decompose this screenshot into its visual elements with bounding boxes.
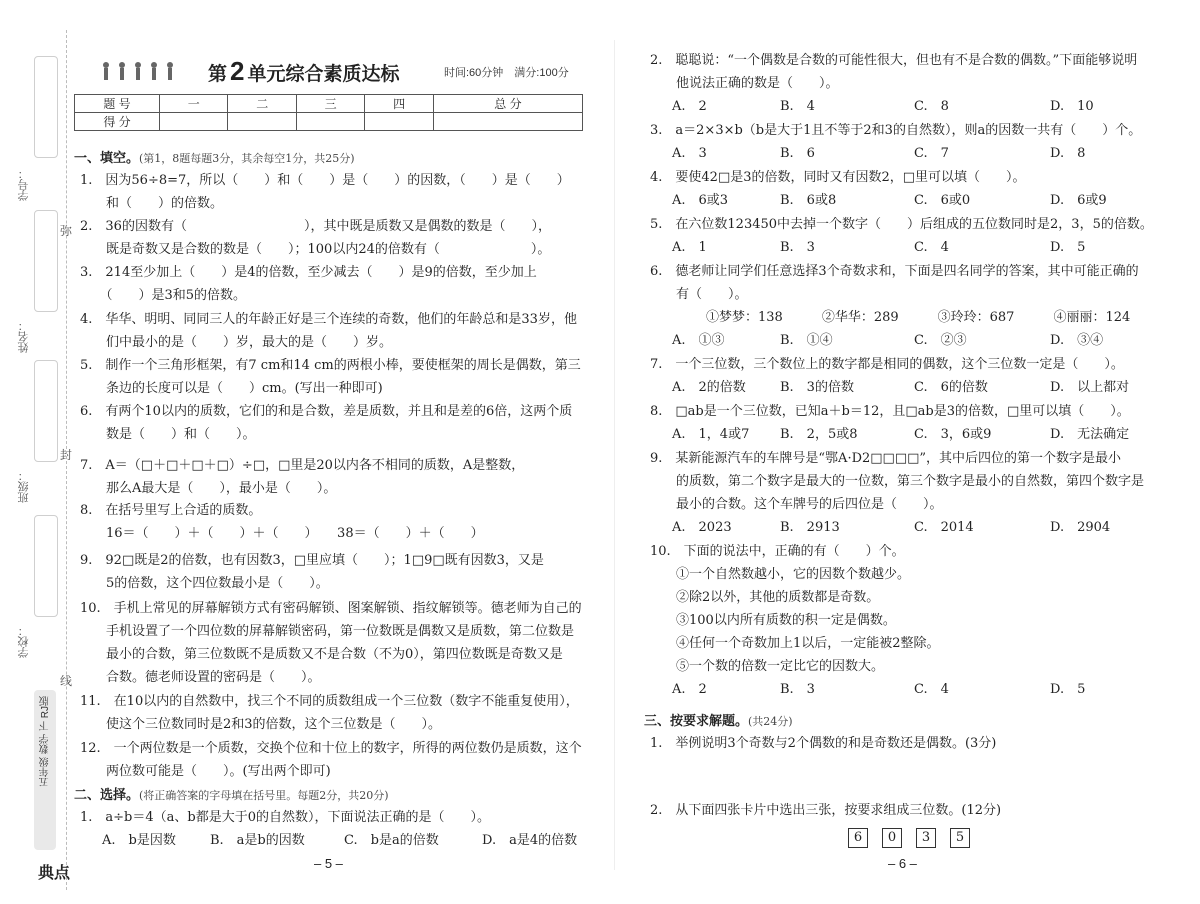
choice-option-b[interactable]: B. ①④ bbox=[780, 333, 833, 348]
page-title bbox=[208, 56, 400, 87]
solve-question-1: 1. 举例说明3个奇数与2个偶数的和是奇数还是偶数。(3分) bbox=[650, 736, 997, 751]
page-number: – 6 – bbox=[888, 856, 917, 871]
title-prefix: 第 bbox=[208, 64, 228, 85]
choice-option-d[interactable]: D. 以上都对 bbox=[1050, 380, 1130, 395]
section-2-note: (将正确答案的字母填在括号里。每题2分，共20分) bbox=[139, 789, 389, 802]
grade-subject-tab bbox=[34, 690, 56, 850]
question-line: 5. 制作一个三角形框架，有7 cm和14 cm的两根小棒，要使框架的周长是偶数，第三 bbox=[80, 358, 581, 373]
question-line: 7. A＝（□＋□＋□＋□）÷□，□里是20以内各不相同的质数，A是整数， bbox=[80, 458, 525, 473]
seal-char-3: 线 bbox=[60, 674, 73, 688]
grade-subject-text: 五年级 数学 下 RJ版 bbox=[40, 696, 51, 787]
solve-question-2: 2. 从下面四张卡片中选出三张，按要求组成三位数。(12分) bbox=[650, 803, 1002, 818]
choice-option-d[interactable]: D. 10 bbox=[1050, 99, 1094, 114]
choice-question-10: 10. 下面的说法中，正确的有（ ）个。 bbox=[650, 544, 905, 559]
choice-option-d[interactable]: D. 6或9 bbox=[1050, 193, 1107, 208]
choice-option-c[interactable]: C. 6的倍数 bbox=[914, 380, 988, 395]
choice-question-4: 4. 要使42□是3的倍数，同时又有因数2，□里可以填（ ）。 bbox=[650, 170, 1026, 185]
choice-question-9: 9. 某新能源汽车的车牌号是“鄂A·D2□□□□”，其中后四位的第一个数字是最小 bbox=[650, 451, 1122, 466]
question-line: （ ）是3和5的倍数。 bbox=[80, 288, 247, 303]
seal-char-2: 封 bbox=[60, 448, 73, 462]
question-line: 6. 有两个10以内的质数，它们的和是合数，差是质数，并且和是差的6倍，这两个质 bbox=[80, 404, 573, 419]
question-line: 使这个三位数同时是2和3的倍数，这个三位数是（ ）。 bbox=[80, 717, 442, 732]
choice-option-c[interactable]: C. b是a的倍数 bbox=[344, 833, 439, 848]
choice-option-d[interactable]: D. ③④ bbox=[1050, 333, 1104, 348]
section-3-note: (共24分) bbox=[748, 715, 793, 728]
section-1-heading bbox=[74, 149, 355, 168]
choice-option-b[interactable]: B. 6 bbox=[780, 146, 815, 161]
choice-option-d[interactable]: D. 5 bbox=[1050, 682, 1086, 697]
question-line: 那么A最大是（ ），最小是（ ）。 bbox=[80, 481, 337, 496]
question-line: 2. 36的因数有（ ），其中既是质数又是偶数的数是（ ）， bbox=[80, 219, 551, 234]
score-header-cell: 题 号 bbox=[75, 95, 160, 113]
number-card: 6 bbox=[848, 828, 868, 848]
name-box[interactable] bbox=[34, 210, 58, 312]
choice-option-d[interactable]: D. 2904 bbox=[1050, 520, 1111, 535]
choice-option-a[interactable]: A. 1，4或7 bbox=[672, 427, 750, 442]
score-header-row bbox=[75, 95, 583, 113]
statement-item: ②除2以外，其他的质数都是奇数。 bbox=[676, 590, 880, 605]
statement-item: ⑤一个数的倍数一定比它的因数大。 bbox=[676, 659, 885, 674]
score-cell[interactable] bbox=[365, 113, 433, 131]
choice-option-b[interactable]: B. 2913 bbox=[780, 520, 840, 535]
choice-option-c[interactable]: C. 4 bbox=[914, 682, 949, 697]
choice-option-a[interactable]: A. 2的倍数 bbox=[672, 380, 746, 395]
page-6 bbox=[636, 0, 1156, 904]
score-header-cell: 三 bbox=[296, 95, 364, 113]
choice-option-d[interactable]: D. 无法确定 bbox=[1050, 427, 1130, 442]
score-row-label: 得 分 bbox=[75, 113, 160, 131]
section-1-note: (第1，8题每题3分，其余每空1分，共25分) bbox=[139, 152, 355, 165]
question-line: 10. 手机上常见的屏幕解锁方式有密码解锁、图案解锁、指纹解锁等。德老师为自己的 bbox=[80, 601, 582, 616]
question-continuation: 的质数，第二个数字是最大的一位数，第三个数字是最小的自然数，第四个数字是 bbox=[650, 474, 1145, 489]
score-header-cell: 一 bbox=[160, 95, 228, 113]
page-divider bbox=[614, 40, 615, 870]
name-label: 姓名： bbox=[18, 320, 30, 353]
school-label: 学校： bbox=[18, 625, 30, 658]
publisher-logo: 典点 bbox=[38, 865, 71, 882]
section-1-title: 一、填空。 bbox=[74, 150, 140, 165]
class-label: 班级： bbox=[18, 470, 30, 503]
decorative-figures-icon bbox=[100, 60, 180, 91]
question-line: 和（ ）的倍数。 bbox=[80, 196, 224, 211]
question-line: 4. 华华、明明、同同三人的年龄正好是三个连续的奇数，他们的年龄总和是33岁，他 bbox=[80, 312, 577, 327]
choice-question-1: 1. a÷b＝4（a、b都是大于0的自然数），下面说法正确的是（ ）。 bbox=[80, 810, 490, 825]
question-line: 两位数可能是（ ）。(写出两个即可) bbox=[80, 764, 331, 779]
seal-dashed-line bbox=[66, 30, 67, 890]
page-5 bbox=[74, 0, 589, 904]
choice-question-8: 8. □ab是一个三位数，已知a＋b＝12，且□ab是3的倍数，□里可以填（ ）。 bbox=[650, 404, 1130, 419]
choice-option-d[interactable]: D. 5 bbox=[1050, 240, 1086, 255]
exam-meta: 时间:60分钟 满分:100分 bbox=[444, 67, 569, 79]
number-card: 3 bbox=[916, 828, 936, 848]
choice-option-c[interactable]: C. 6或0 bbox=[914, 193, 971, 208]
choice-option-c[interactable]: C. 7 bbox=[914, 146, 949, 161]
choice-option-a[interactable]: A. ①③ bbox=[672, 333, 725, 348]
class-box[interactable] bbox=[34, 360, 58, 462]
choice-option-c[interactable]: C. 2014 bbox=[914, 520, 974, 535]
choice-option-b[interactable]: B. 2，5或8 bbox=[780, 427, 858, 442]
question-continuation: 有（ ）。 bbox=[650, 287, 748, 302]
choice-option-a[interactable]: A. 2 bbox=[672, 682, 707, 697]
question-line: 们中最小的是（ ）岁，最大的是（ ）岁。 bbox=[80, 335, 393, 350]
question-line: 3. 214至少加上（ ）是4的倍数，至少减去（ ）是9的倍数，至少加上 bbox=[80, 265, 537, 280]
choice-question-7: 7. 一个三位数，三个数位上的数字都是相同的偶数，这个三位数一定是（ ）。 bbox=[650, 357, 1124, 372]
number-cards bbox=[848, 828, 984, 848]
choice-question-6: 6. 德老师让同学们任意选择3个奇数求和，下面是四名同学的答案，其中可能正确的 bbox=[650, 264, 1139, 279]
question-line: 12. 一个两位数是一个质数，交换个位和十位上的数字，所得的两位数仍是质数，这个 bbox=[80, 741, 582, 756]
choice-option-a[interactable]: A. 2023 bbox=[672, 520, 732, 535]
choice-question-5: 5. 在六位数123450中去掉一个数字（ ）后组成的五位数同时是2，3，5的倍数。 bbox=[650, 217, 1153, 232]
question-line: 11. 在10以内的自然数中，找三个不同的质数组成一个三位数（数字不能重复使用）， bbox=[80, 694, 579, 709]
question-line: 16＝（ ）＋（ ）＋（ ） 38＝（ ）＋（ ） bbox=[80, 526, 484, 541]
score-cell[interactable] bbox=[228, 113, 296, 131]
statement-item: ①一个自然数越小，它的因数个数越少。 bbox=[676, 567, 911, 582]
question-line: 条边的长度可以是（ ）cm。(写出一种即可) bbox=[80, 381, 383, 396]
question-line: 数是（ ）和（ ）。 bbox=[80, 427, 256, 442]
question-line: 合数。德老师设置的密码是（ ）。 bbox=[80, 670, 321, 685]
choice-option-b[interactable]: B. 3 bbox=[780, 682, 815, 697]
title-unit-number: 2 bbox=[230, 56, 245, 86]
question-line: 8. 在括号里写上合适的质数。 bbox=[80, 503, 262, 518]
choice-option-c[interactable]: C. 4 bbox=[914, 240, 949, 255]
choice-option-d[interactable]: D. a是4的倍数 bbox=[482, 833, 578, 848]
score-header-cell: 总 分 bbox=[433, 95, 582, 113]
statement-item: ③100以内所有质数的积一定是偶数。 bbox=[676, 613, 896, 628]
section-2-title: 二、选择。 bbox=[74, 787, 140, 802]
choice-option-b[interactable]: B. 4 bbox=[780, 99, 815, 114]
student-id-label: 学号： bbox=[18, 168, 30, 201]
score-table bbox=[74, 94, 583, 131]
student-id-box[interactable] bbox=[34, 56, 58, 158]
choice-option-a[interactable]: A. 2 bbox=[672, 99, 707, 114]
section-3-title: 三、按要求解题。 bbox=[644, 713, 749, 728]
score-cell[interactable] bbox=[296, 113, 364, 131]
seal-char-1: 弥 bbox=[60, 224, 73, 238]
score-header-cell: 二 bbox=[228, 95, 296, 113]
number-card: 0 bbox=[882, 828, 902, 848]
choice-option-b[interactable]: B. 3的倍数 bbox=[780, 380, 854, 395]
score-cell[interactable] bbox=[160, 113, 228, 131]
choice-option-a[interactable]: A. 3 bbox=[672, 146, 707, 161]
section-3-heading bbox=[644, 712, 793, 731]
question-line: 9. 92□既是2的倍数，也有因数3，□里应填（ ）；1□9□既有因数3，又是 bbox=[80, 553, 544, 568]
question-line: 5的倍数，这个四位数最小是（ ）。 bbox=[80, 576, 329, 591]
binding-margin bbox=[0, 0, 73, 904]
question-line: 既是奇数又是合数的数是（ ）；100以内24的倍数有（ ）。 bbox=[80, 242, 551, 257]
choice-option-a[interactable]: A. b是因数 bbox=[102, 833, 176, 848]
score-value-row bbox=[75, 113, 583, 131]
choice-option-c[interactable]: C. 3，6或9 bbox=[914, 427, 992, 442]
school-box[interactable] bbox=[34, 515, 58, 617]
choice-option-d[interactable]: D. 8 bbox=[1050, 146, 1086, 161]
question-line: 最小的合数，第三位数既不是质数又不是合数（不为0），第四位数既是奇数又是 bbox=[80, 647, 563, 662]
question-line: 手机设置了一个四位数的屏幕解锁密码，第一位数既是偶数又是质数，第二位数是 bbox=[80, 624, 575, 639]
choice-question-3: 3. a＝2×3×b（b是大于1且不等于2和3的自然数），则a的因数一共有（ ）个。 bbox=[650, 123, 1142, 138]
question-continuation: 最小的合数。这个车牌号的后四位是（ ）。 bbox=[650, 497, 943, 512]
title-suffix: 单元综合素质达标 bbox=[247, 64, 400, 85]
choice-option-c[interactable]: C. ②③ bbox=[914, 333, 967, 348]
number-card: 5 bbox=[950, 828, 970, 848]
score-header-cell: 四 bbox=[365, 95, 433, 113]
choice-option-b[interactable]: B. 3 bbox=[780, 240, 815, 255]
choice-option-c[interactable]: C. 8 bbox=[914, 99, 949, 114]
choice-option-a[interactable]: A. 6或3 bbox=[672, 193, 729, 208]
choice-option-b[interactable]: B. a是b的因数 bbox=[210, 833, 305, 848]
question-sub-answers: ①梦梦：138 ②华华：289 ③玲玲：687 ④丽丽：124 bbox=[706, 310, 1131, 325]
question-line: 1. 因为56÷8=7，所以（ ）和（ ）是（ ）的因数，（ ）是（ ） bbox=[80, 173, 570, 188]
choice-option-b[interactable]: B. 6或8 bbox=[780, 193, 837, 208]
section-2-heading bbox=[74, 786, 389, 805]
statement-item: ④任何一个奇数加上1以后，一定能被2整除。 bbox=[676, 636, 940, 651]
score-cell[interactable] bbox=[433, 113, 582, 131]
page-number: – 5 – bbox=[314, 856, 343, 871]
choice-option-a[interactable]: A. 1 bbox=[672, 240, 707, 255]
choice-question-2: 2. 聪聪说：“一个偶数是合数的可能性很大，但也有不是合数的偶数。”下面能够说明 bbox=[650, 53, 1138, 68]
question-continuation: 他说法正确的数是（ ）。 bbox=[650, 76, 839, 91]
